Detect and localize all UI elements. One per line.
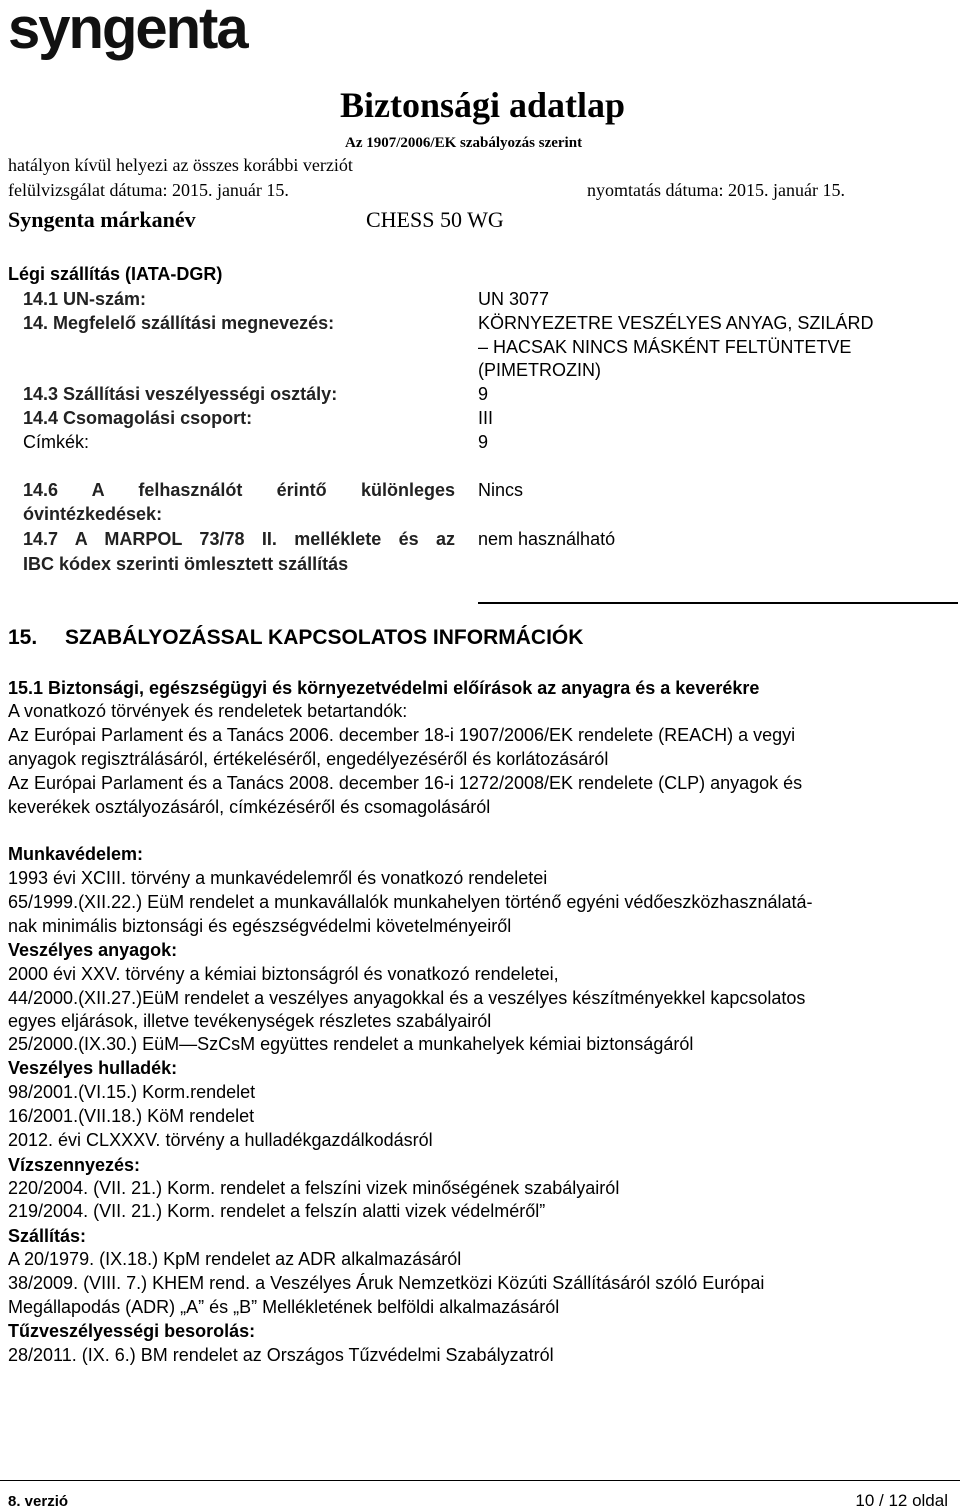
- shipping-name-value-line1: KÖRNYEZETRE VESZÉLYES ANYAG, SZILÁRD: [478, 313, 874, 333]
- hazard-class-value: 9: [478, 384, 489, 404]
- labels-label: Címkék:: [23, 432, 90, 452]
- shipping-name-value-line3: (PIMETROZIN): [478, 360, 601, 380]
- text-line: Megállapodás (ADR) „A” és „B” Mellékletének belföldi alkalmazásáról: [8, 1297, 560, 1317]
- shipping-name-value-line2: – HACSAK NINCS MÁSKÉNT FELTÜNTETVE: [478, 337, 852, 357]
- text-line: 2000 évi XXV. törvény a kémiai biztonságról és vonatkozó rendeletei,: [8, 964, 559, 984]
- text-line: 98/2001.(VI.15.) Korm.rendelet: [8, 1082, 256, 1102]
- text-line: 220/2004. (VII. 21.) Korm. rendelet a felszíni vizek minőségének szabályairól: [8, 1178, 620, 1198]
- hazardous-waste-heading: Veszélyes hulladék:: [8, 1058, 178, 1078]
- text-line: keverékek osztályozásáról, címkézéséről és csomagolásáról: [8, 797, 491, 817]
- page-number: 10 / 12 oldal: [855, 1491, 948, 1510]
- text-line: 28/2011. (IX. 6.) BM rendelet az Országos Tűzvédelmi Szabályzatról: [8, 1345, 554, 1365]
- shipping-name-label: 14. Megfelelő szállítási megnevezés:: [23, 313, 335, 333]
- un-number-value: UN 3077: [478, 289, 550, 309]
- hazard-class-label: 14.3 Szállítási veszélyességi osztály:: [23, 384, 338, 404]
- occupational-safety-heading: Munkavédelem:: [8, 844, 144, 864]
- text-line: 44/2000.(XII.27.)EüM rendelet a veszélyes anyagokkal és a veszélyes készítményekkel kapcsolatos: [8, 988, 806, 1008]
- brand-label: Syngenta márkanév: [8, 207, 196, 232]
- footer-divider: [0, 1480, 960, 1481]
- un-number-label: 14.1 UN-szám:: [23, 289, 147, 309]
- document-title: Biztonsági adatlap: [340, 85, 626, 125]
- text-line: nak minimális biztonsági és egészségvédelmi követelményeiről: [8, 916, 512, 936]
- packing-group-value: III: [478, 408, 494, 428]
- product-name: CHESS 50 WG: [366, 207, 504, 232]
- bulk-transport-label-line1: 14.7 A MARPOL 73/78 II. melléklete és az: [23, 529, 455, 549]
- revision-date: felülvizsgálat dátuma: 2015. január 15.: [8, 180, 289, 200]
- section15-1-heading: 15.1 Biztonsági, egészségügyi és környezetvédelmi előírások az anyagra és a keverékre: [8, 678, 760, 698]
- version-label: 8. verzió: [8, 1493, 69, 1510]
- section-divider: [478, 602, 958, 604]
- text-line: Az Európai Parlament és a Tanács 2008. december 16-i 1272/2008/EK rendelete (CLP) anyagok és: [8, 773, 803, 793]
- water-pollution-heading: Vízszennyezés:: [8, 1155, 141, 1175]
- regulation-note: Az 1907/2006/EK szabályozás szerint: [345, 135, 583, 151]
- text-line: 38/2009. (VIII. 7.) KHEM rend. a Veszélyes Áruk Nemzetközi Közúti Szállításáról szóló Európai: [8, 1273, 765, 1293]
- print-date: nyomtatás dátuma: 2015. január 15.: [587, 180, 845, 200]
- fire-classification-heading: Tűzveszélyességi besorolás:: [8, 1321, 256, 1341]
- text-line: 1993 évi XCIII. törvény a munkavédelemről és vonatkozó rendeletei: [8, 868, 548, 888]
- transport-regulation-heading: Szállítás:: [8, 1226, 87, 1246]
- text-line: anyagok regisztrálásáról, értékeléséről, engedélyezéséről és korlátozásáról: [8, 749, 609, 769]
- special-precautions-label-line1: 14.6 A felhasználót érintő különleges: [23, 480, 455, 500]
- text-line: 65/1999.(XII.22.) EüM rendelet a munkavállalók munkahelyen történő egyéni védőeszközhasználatá-: [8, 892, 813, 912]
- text-line: 25/2000.(IX.30.) EüM—SzCsM együttes rendelet a munkahelyek kémiai biztonságáról: [8, 1034, 694, 1054]
- air-transport-heading: Légi szállítás (IATA-DGR): [8, 264, 223, 284]
- text-line: A vonatkozó törvények és rendeletek betartandók:: [8, 701, 408, 721]
- special-precautions-label-line2: óvintézkedések:: [23, 504, 163, 524]
- supersedes-note: hatályon kívül helyezi az összes korábbi verziót: [8, 155, 353, 175]
- special-precautions-value: Nincs: [478, 480, 524, 500]
- text-line: 219/2004. (VII. 21.) Korm. rendelet a felszín alatti vizek védelméről”: [8, 1201, 546, 1221]
- bulk-transport-value: nem használható: [478, 529, 616, 549]
- text-line: A 20/1979. (IX.18.) KpM rendelet az ADR alkalmazásáról: [8, 1249, 462, 1269]
- text-line: Az Európai Parlament és a Tanács 2006. december 18-i 1907/2006/EK rendelete (REACH) a vegyi: [8, 725, 796, 745]
- text-line: 2012. évi CLXXXV. törvény a hulladékgazdálkodásról: [8, 1130, 433, 1150]
- text-line: egyes eljárások, illetve tevékenységek részletes szabályairól: [8, 1011, 492, 1031]
- section15-title: SZABÁLYOZÁSSAL KAPCSOLATOS INFORMÁCIÓK: [65, 626, 584, 649]
- text-line: 16/2001.(VII.18.) KöM rendelet: [8, 1106, 255, 1126]
- bulk-transport-label-line2: IBC kódex szerinti ömlesztett szállítás: [23, 554, 349, 574]
- section15-number: 15.: [8, 626, 38, 649]
- syngenta-logo: syngenta: [8, 0, 247, 61]
- packing-group-label: 14.4 Csomagolási csoport:: [23, 408, 253, 428]
- hazardous-substances-heading: Veszélyes anyagok:: [8, 940, 178, 960]
- labels-value: 9: [478, 432, 489, 452]
